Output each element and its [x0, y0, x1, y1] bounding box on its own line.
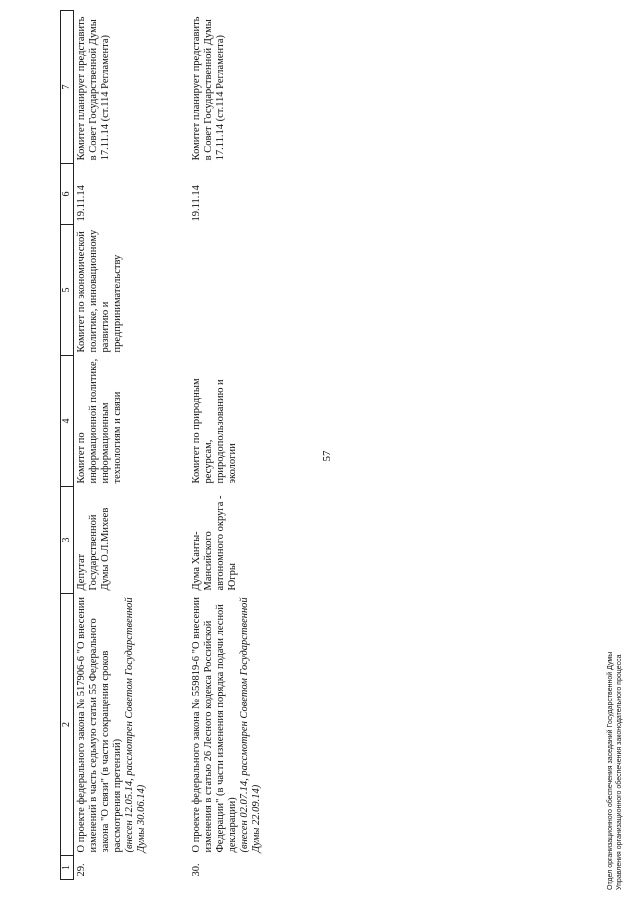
table-row	[74, 11, 190, 880]
co-committee: Комитет по экономической политике, инновационному развитию и предпринимательству	[76, 229, 123, 353]
header-cell: 6	[61, 163, 74, 224]
footer	[606, 590, 632, 890]
row-number: 29.	[76, 863, 87, 877]
bill-title: О проекте федерального закона № 517906-6 "О внесении изменений в часть седьмую статьи 55 Федерального закона "О связи" (в части сокращения сроков рассмотрения претензий)	[76, 597, 123, 853]
plan-note: Комитет планирует представить в Совет Государственной Думы 17.11.14 (ст.114 Регламента)	[191, 16, 226, 161]
bill-note: (внесен 02.07.14, рассмотрен Советом Государственной Думы 22.09.14)	[239, 597, 262, 853]
header-cell: 7	[61, 11, 74, 164]
row-number: 30.	[191, 863, 202, 877]
bill-description	[74, 593, 190, 855]
bill-title: О проекте федерального закона № 559819-6 "О внесении изменения в статью 26 Лесного кодекса Российской Федерации" (в части изменения порядка подачи лесной декларации)	[191, 597, 238, 853]
responsible-committee: Комитет по информационной политике, информационным технологиям и связи	[76, 358, 123, 484]
header-cell: 2	[61, 593, 74, 855]
table-row	[189, 11, 264, 880]
deadline-date: 19.11.14	[191, 185, 202, 222]
deadline-date: 19.11.14	[76, 185, 87, 222]
header-cell: 1	[61, 855, 74, 879]
footer-line: Управления организационного обеспечения законодательного процесса	[616, 654, 623, 890]
bill-author: Дума Ханты-Мансийского автономного округа - Югры	[191, 495, 238, 591]
plan-note: Комитет планирует представить в Совет Государственной Думы 17.11.14 (ст.114 Регламента)	[76, 16, 111, 161]
header-cell: 4	[61, 356, 74, 487]
header-cell: 3	[61, 487, 74, 594]
footer-line: Отдел организационного обеспечения заседаний Государственной Думы	[607, 651, 614, 890]
table-header-row	[61, 11, 74, 880]
agenda-table-sheet	[60, 10, 272, 880]
bill-author: Депутат Государственной Думы О.Л.Михеев	[76, 507, 111, 591]
co-committee	[189, 225, 264, 356]
page-number: 57	[321, 450, 333, 462]
bill-description	[189, 593, 264, 855]
header-cell: 5	[61, 225, 74, 356]
agenda-table	[60, 10, 264, 880]
responsible-committee: Комитет по природным ресурсам, природопользованию и экологии	[191, 378, 238, 484]
bill-note: (внесен 12.05.14, рассмотрен Советом Государственной Думы 30.06.14)	[124, 597, 147, 853]
